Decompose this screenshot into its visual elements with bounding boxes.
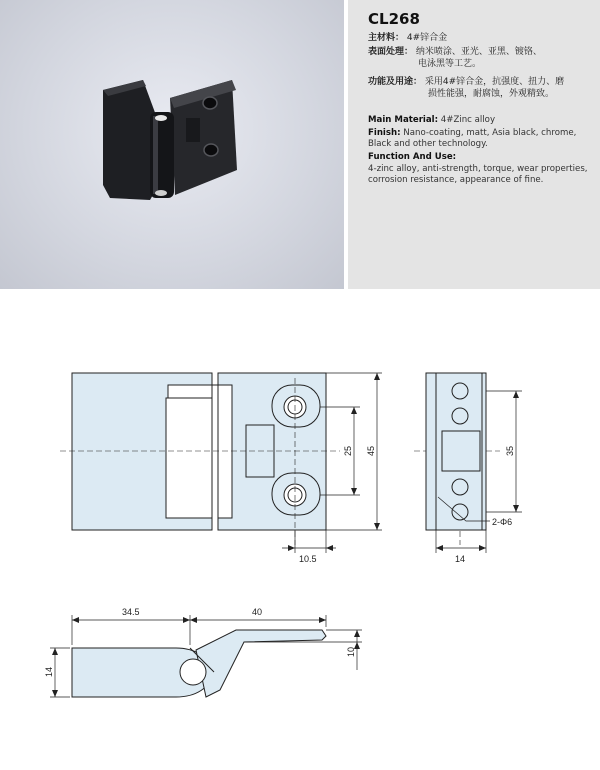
en-function-label	[368, 152, 593, 163]
en-finish-row	[368, 128, 593, 150]
dim-top-rise: 10	[346, 646, 356, 658]
cn-material-row	[368, 32, 447, 44]
dim-hole-offset: 10.5	[299, 554, 317, 564]
drawing-svg	[0, 289, 600, 766]
product-photo	[0, 0, 344, 289]
en-function-value: 4-zinc alloy, anti-strength, torque, wear properties, corrosion resistance, appearance of fine.	[368, 164, 588, 185]
dim-top-left-len: 34.5	[122, 607, 140, 617]
model-title: CL268	[368, 10, 420, 28]
cn-finish-row	[368, 46, 542, 58]
side-view	[426, 373, 486, 530]
cn-finish-label: 表面处理：	[368, 47, 414, 57]
spec-panel	[348, 0, 600, 289]
en-finish-label: Finish:	[368, 128, 401, 138]
cn-finish-line2: 电泳黑等工艺。	[418, 59, 482, 69]
dim-side-height: 35	[505, 445, 515, 457]
cn-material-value: 4#锌合金	[406, 33, 448, 43]
cn-function-label: 功能及用途：	[368, 77, 423, 87]
en-finish-value: Nano-coating, matt, Asia black, chrome, Black and other technology.	[368, 128, 577, 149]
cn-function-line2: 损性能强，耐腐蚀，外观精致。	[428, 89, 555, 99]
dim-height: 45	[366, 445, 376, 457]
dim-top-right-len: 40	[252, 607, 263, 617]
cn-finish-line1: 纳米喷涂、亚光、亚黑、镀铬、	[415, 47, 542, 57]
en-material-label: Main Material:	[368, 115, 439, 125]
cn-material-label: 主材料：	[368, 33, 405, 43]
en-function-label-text: Function And Use:	[368, 152, 457, 162]
cn-function-line1: 采用4#锌合金，抗强度、扭力、磨	[424, 77, 565, 87]
hinge-photo-illustration	[0, 0, 344, 289]
dim-top-thickness: 14	[44, 666, 54, 678]
en-material-value: 4#Zinc alloy	[440, 115, 496, 125]
cn-function-row	[368, 76, 564, 88]
top-view	[72, 630, 326, 697]
front-view	[72, 373, 326, 530]
technical-drawing	[0, 289, 600, 766]
dim-hole-spec: 2-Φ6	[492, 517, 513, 527]
en-material-row	[368, 115, 593, 126]
dim-hole-spacing: 25	[343, 445, 353, 457]
dim-side-width: 14	[455, 554, 466, 564]
